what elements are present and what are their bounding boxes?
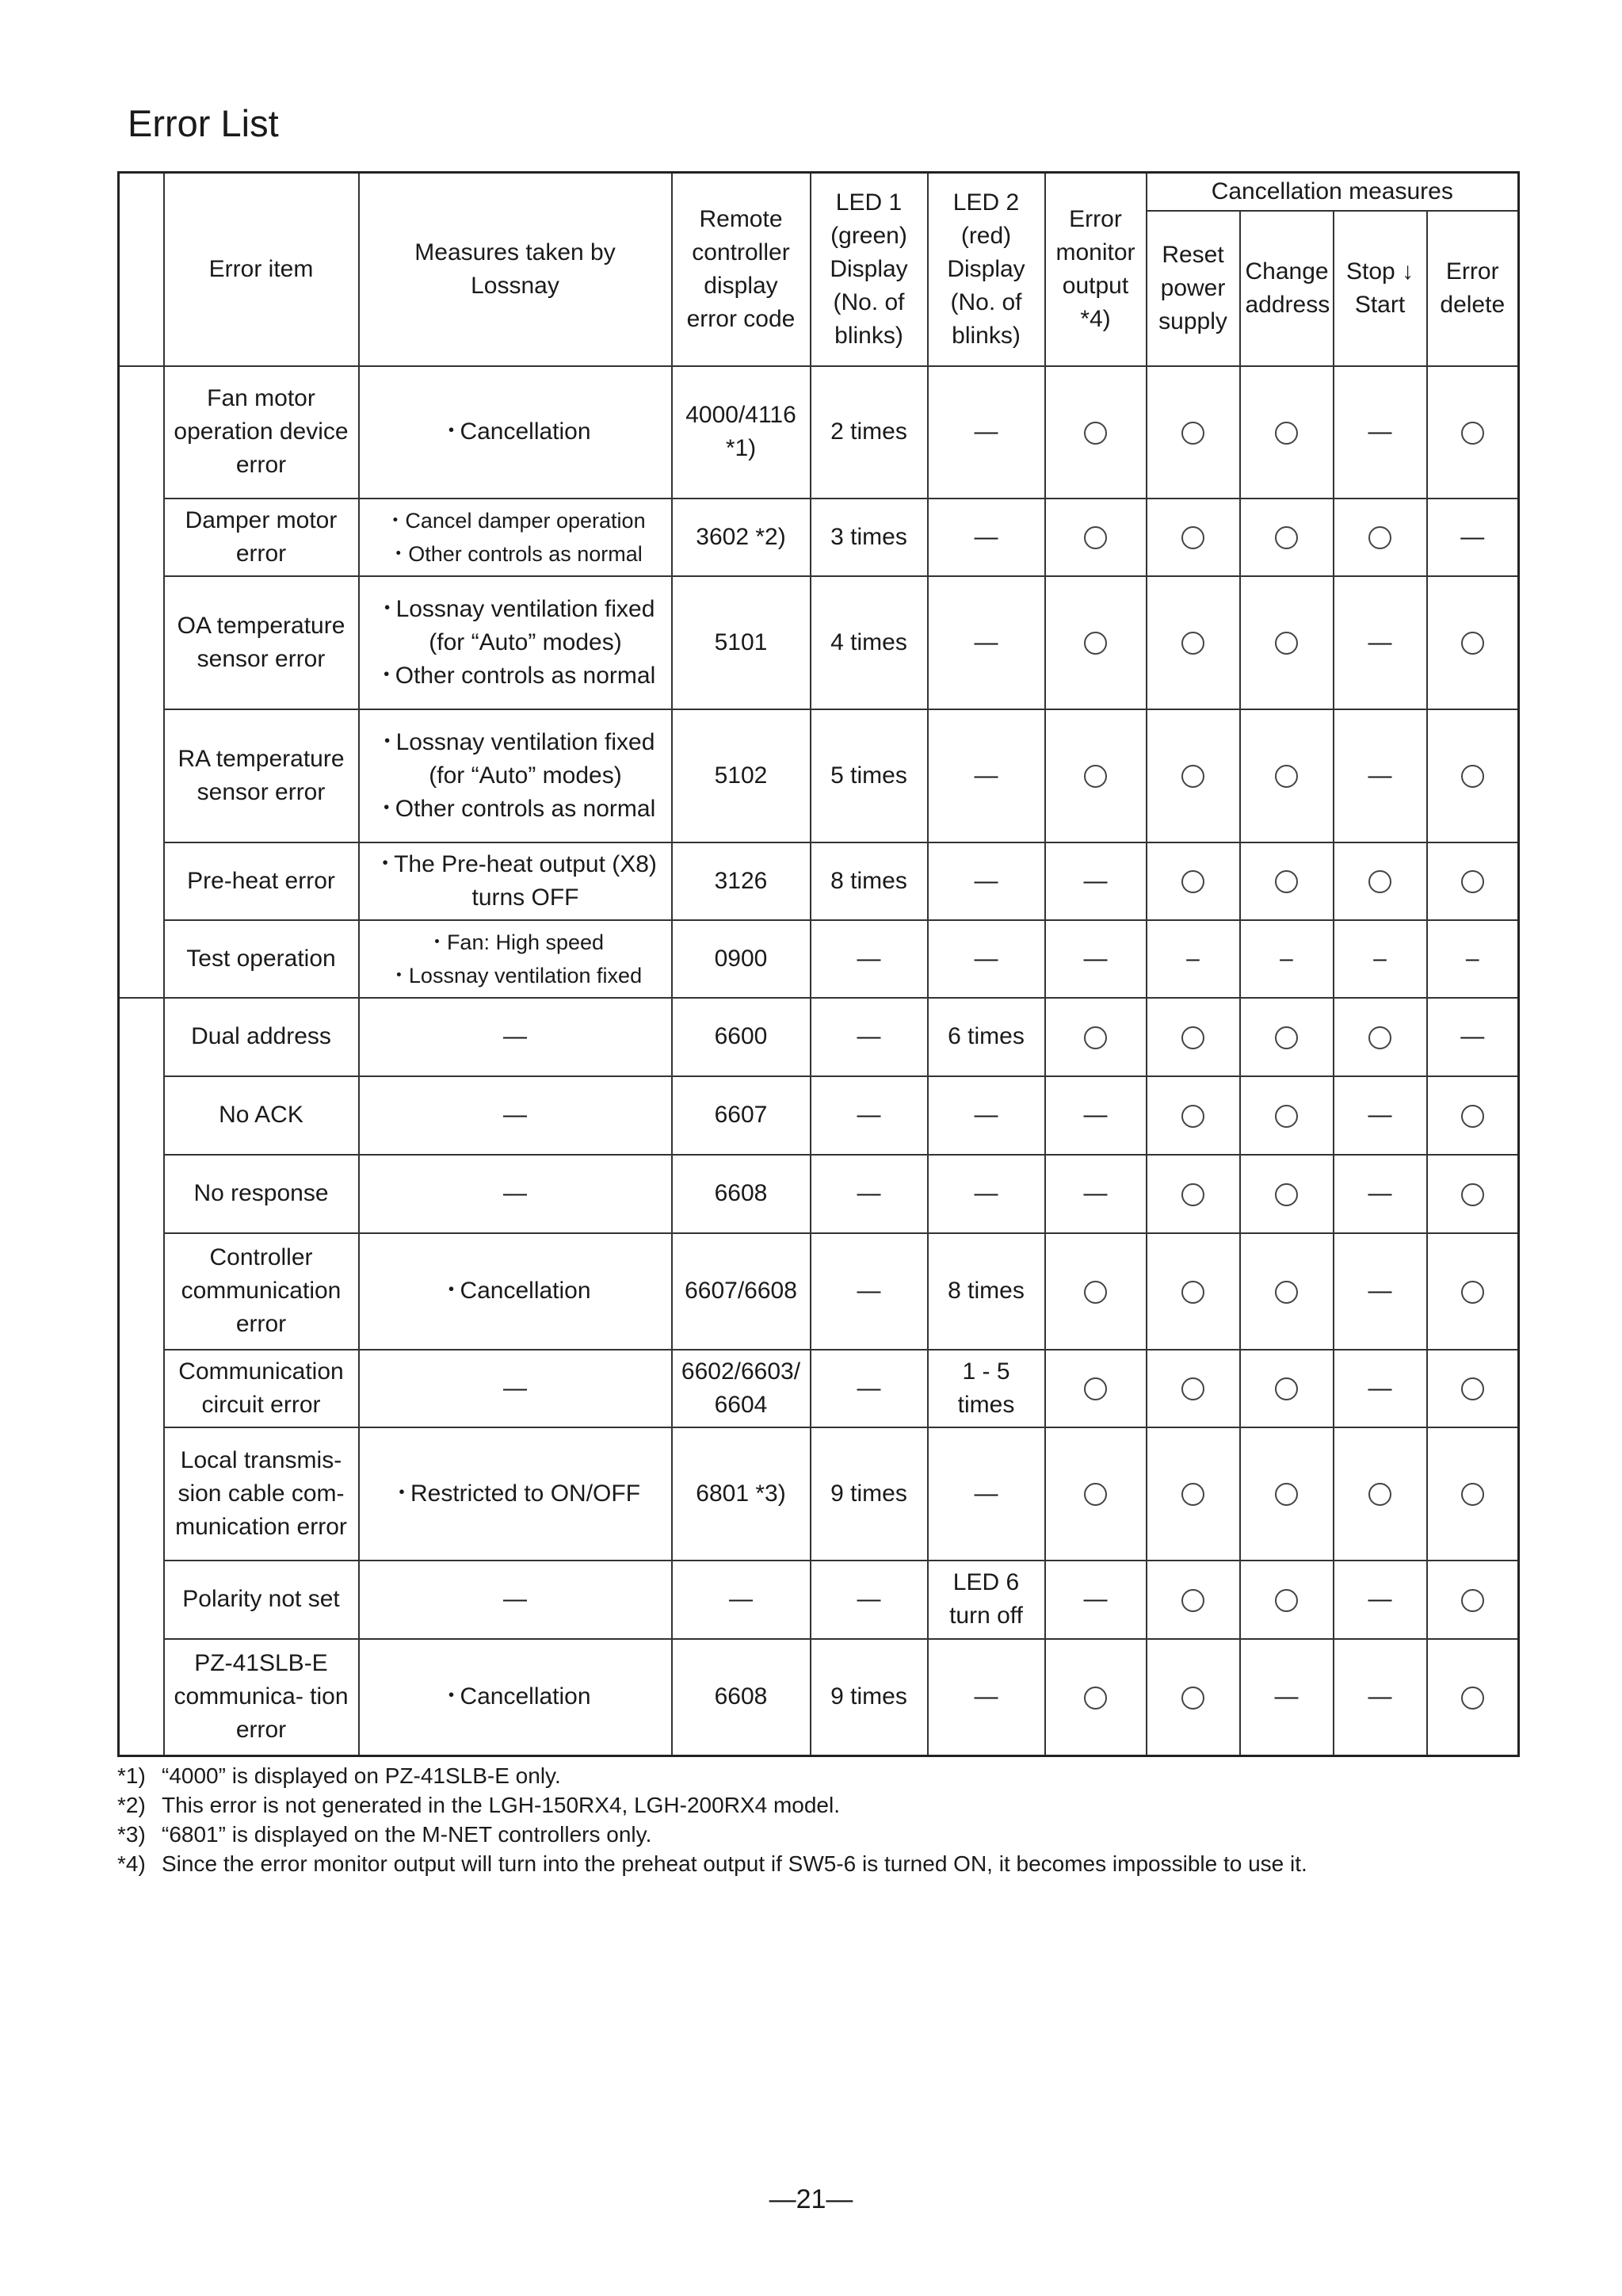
circle-icon	[1461, 632, 1484, 655]
circle-icon	[1275, 765, 1298, 788]
circle-icon	[1275, 632, 1298, 655]
measures-cell	[359, 1639, 672, 1756]
circle-icon	[1275, 1377, 1298, 1400]
change-address-cell	[1240, 1427, 1334, 1561]
circle-icon	[1275, 1105, 1298, 1128]
circle-icon	[1275, 422, 1298, 445]
header-error-item: Error item	[164, 173, 359, 366]
dash-symbol: —	[1368, 1180, 1392, 1206]
footnote-mark: *1)	[117, 1763, 146, 1788]
error-delete-cell	[1427, 1639, 1519, 1756]
led1-display: —	[811, 920, 928, 998]
dash-symbol: —	[1368, 762, 1392, 789]
error-monitor-cell	[1045, 920, 1147, 998]
circle-icon	[1181, 1589, 1204, 1612]
footnote	[117, 1820, 1544, 1849]
measure-line: ・ Cancellation	[364, 1680, 666, 1713]
table-row	[119, 1427, 1519, 1561]
error-code: 6801 *3)	[672, 1427, 811, 1561]
measures-cell	[359, 499, 672, 576]
circle-icon	[1084, 422, 1107, 445]
dash-symbol: –	[1186, 945, 1200, 972]
header-error-delete: Error delete	[1427, 211, 1519, 366]
measures-cell	[359, 842, 672, 920]
error-item: Controller communication error	[164, 1233, 359, 1350]
circle-icon	[1275, 1281, 1298, 1304]
measure-line: ・ Fan: High speed	[364, 926, 666, 959]
error-code: 5102	[672, 709, 811, 842]
dash-symbol: —	[1368, 1278, 1392, 1304]
error-item: No ACK	[164, 1076, 359, 1155]
error-monitor-cell	[1045, 1233, 1147, 1350]
circle-icon	[1181, 1026, 1204, 1049]
page-number: —21—	[769, 2184, 853, 2214]
led1-display: —	[811, 1561, 928, 1639]
error-code: 6607/6608	[672, 1233, 811, 1350]
stop-start-cell	[1334, 499, 1427, 576]
stop-start-cell	[1334, 998, 1427, 1076]
measures-cell: —	[359, 1076, 672, 1155]
measures-cell: —	[359, 1350, 672, 1427]
footnote-text: “6801” is displayed on the M-NET controllers only.	[162, 1822, 652, 1847]
change-address-cell	[1240, 1076, 1334, 1155]
measures-cell: —	[359, 998, 672, 1076]
circle-icon	[1181, 1183, 1204, 1206]
error-monitor-cell	[1045, 998, 1147, 1076]
dash-symbol: –	[1465, 945, 1479, 972]
dash-symbol: —	[1368, 1586, 1392, 1612]
reset-power-cell	[1147, 499, 1240, 576]
led1-display: 9 times	[811, 1427, 928, 1561]
dash-symbol: –	[1280, 945, 1293, 972]
circle-icon	[1461, 1377, 1484, 1400]
dash-symbol: —	[1368, 1102, 1392, 1128]
dash-symbol: —	[1083, 867, 1108, 894]
error-delete-cell	[1427, 499, 1519, 576]
reset-power-cell	[1147, 576, 1240, 709]
error-item: Dual address	[164, 998, 359, 1076]
error-monitor-cell	[1045, 499, 1147, 576]
circle-icon	[1275, 1589, 1298, 1612]
error-item: RA temperature sensor error	[164, 709, 359, 842]
stop-start-cell	[1334, 920, 1427, 998]
error-code: 4000/4116 *1)	[672, 366, 811, 499]
footnote-text: Since the error monitor output will turn into the preheat output if SW5-6 is turned ON, it becomes impossible to use it.	[162, 1851, 1307, 1876]
error-delete-cell	[1427, 1561, 1519, 1639]
circle-icon	[1461, 422, 1484, 445]
table-row	[119, 1233, 1519, 1350]
error-code: 6608	[672, 1639, 811, 1756]
change-address-cell	[1240, 920, 1334, 998]
error-item: OA temperature sensor error	[164, 576, 359, 709]
error-item: Pre-heat error	[164, 842, 359, 920]
measure-line: ・ Cancel damper operation	[364, 504, 666, 537]
reset-power-cell	[1147, 1561, 1240, 1639]
reset-power-cell	[1147, 842, 1240, 920]
error-delete-cell	[1427, 366, 1519, 499]
error-delete-cell	[1427, 1350, 1519, 1427]
error-code: 6602/6603/ 6604	[672, 1350, 811, 1427]
circle-icon	[1461, 870, 1484, 893]
error-monitor-cell	[1045, 842, 1147, 920]
circle-icon	[1084, 1026, 1107, 1049]
table-row	[119, 842, 1519, 920]
led2-display: —	[928, 366, 1045, 499]
led2-display: —	[928, 709, 1045, 842]
error-code: 5101	[672, 576, 811, 709]
circle-icon	[1181, 1105, 1204, 1128]
circle-icon	[1461, 1105, 1484, 1128]
change-address-cell	[1240, 1233, 1334, 1350]
circle-icon	[1461, 1483, 1484, 1506]
error-monitor-cell	[1045, 1639, 1147, 1756]
measures-cell: —	[359, 1155, 672, 1233]
circle-icon	[1461, 765, 1484, 788]
circle-icon	[1368, 870, 1391, 893]
circle-icon	[1461, 1281, 1484, 1304]
error-monitor-cell	[1045, 1350, 1147, 1427]
led1-display: —	[811, 1155, 928, 1233]
circle-icon	[1368, 1483, 1391, 1506]
footnote	[117, 1761, 1544, 1790]
stop-start-cell	[1334, 1561, 1427, 1639]
measures-cell: —	[359, 1561, 672, 1639]
circle-icon	[1084, 1281, 1107, 1304]
circle-icon	[1461, 1589, 1484, 1612]
led2-display: 8 times	[928, 1233, 1045, 1350]
circle-icon	[1084, 1687, 1107, 1710]
header-reset-power: Reset power supply	[1147, 211, 1240, 366]
table-row	[119, 1561, 1519, 1639]
error-delete-cell	[1427, 842, 1519, 920]
circle-icon	[1275, 1483, 1298, 1506]
dash-symbol: —	[1083, 1586, 1108, 1612]
dash-symbol: —	[1368, 628, 1392, 655]
circle-icon	[1275, 870, 1298, 893]
led2-display: 6 times	[928, 998, 1045, 1076]
reset-power-cell	[1147, 1350, 1240, 1427]
circle-icon	[1368, 526, 1391, 549]
reset-power-cell	[1147, 998, 1240, 1076]
error-code: 3126	[672, 842, 811, 920]
reset-power-cell	[1147, 366, 1240, 499]
footnote-mark: *4)	[117, 1851, 146, 1876]
stop-start-cell	[1334, 842, 1427, 920]
footnote-mark: *3)	[117, 1822, 146, 1847]
change-address-cell	[1240, 1561, 1334, 1639]
circle-icon	[1181, 870, 1204, 893]
error-delete-cell	[1427, 576, 1519, 709]
error-monitor-cell	[1045, 1155, 1147, 1233]
measure-line: ・ Cancellation	[364, 1274, 666, 1308]
table-body	[119, 366, 1519, 1756]
table-row	[119, 366, 1519, 499]
error-delete-cell	[1427, 920, 1519, 998]
table-row	[119, 1639, 1519, 1756]
error-item: Communication circuit error	[164, 1350, 359, 1427]
circle-icon	[1368, 1026, 1391, 1049]
circle-icon	[1181, 422, 1204, 445]
header-error-monitor: Error monitor output *4)	[1045, 173, 1147, 366]
change-address-cell	[1240, 576, 1334, 709]
measure-line: ・ Lossnay ventilation fixed (for “Auto” modes)	[364, 593, 666, 659]
dash-symbol: —	[1368, 1683, 1392, 1710]
led1-display: 2 times	[811, 366, 928, 499]
measures-cell	[359, 1233, 672, 1350]
stop-start-cell	[1334, 1076, 1427, 1155]
change-address-cell	[1240, 842, 1334, 920]
error-monitor-cell	[1045, 1561, 1147, 1639]
error-item: Damper motor error	[164, 499, 359, 576]
error-item: Polarity not set	[164, 1561, 359, 1639]
header-measures: Measures taken by Lossnay	[359, 173, 672, 366]
reset-power-cell	[1147, 920, 1240, 998]
circle-icon	[1461, 1687, 1484, 1710]
reset-power-cell	[1147, 709, 1240, 842]
stop-start-cell	[1334, 1155, 1427, 1233]
error-monitor-cell	[1045, 366, 1147, 499]
header-led2: LED 2 (red) Display (No. of blinks)	[928, 173, 1045, 366]
header-led1: LED 1 (green) Display (No. of blinks)	[811, 173, 928, 366]
header-classification	[119, 173, 164, 366]
dash-symbol: —	[1083, 1102, 1108, 1128]
error-code: 6607	[672, 1076, 811, 1155]
error-monitor-cell	[1045, 709, 1147, 842]
dash-symbol: —	[1460, 523, 1485, 550]
led2-display: —	[928, 1639, 1045, 1756]
led1-display: —	[811, 1233, 928, 1350]
reset-power-cell	[1147, 1427, 1240, 1561]
led1-display: 4 times	[811, 576, 928, 709]
led2-display: —	[928, 499, 1045, 576]
circle-icon	[1084, 1377, 1107, 1400]
table-row	[119, 576, 1519, 709]
error-delete-cell	[1427, 1427, 1519, 1561]
measures-cell	[359, 366, 672, 499]
table-row	[119, 1155, 1519, 1233]
circle-icon	[1084, 526, 1107, 549]
led1-display: —	[811, 1076, 928, 1155]
dash-symbol: —	[1460, 1023, 1485, 1049]
stop-start-cell	[1334, 366, 1427, 499]
circle-icon	[1181, 632, 1204, 655]
led1-display: —	[811, 1350, 928, 1427]
led1-display: 5 times	[811, 709, 928, 842]
led1-display: 3 times	[811, 499, 928, 576]
reset-power-cell	[1147, 1639, 1240, 1756]
led2-display: —	[928, 1427, 1045, 1561]
change-address-cell	[1240, 1155, 1334, 1233]
measure-line: ・ Restricted to ON/OFF	[364, 1477, 666, 1511]
error-item: PZ-41SLB-E communica- tion error	[164, 1639, 359, 1756]
circle-icon	[1181, 1281, 1204, 1304]
error-code: 0900	[672, 920, 811, 998]
stop-start-cell	[1334, 576, 1427, 709]
group-communication-error	[119, 998, 164, 1756]
measure-line: ・ Other controls as normal	[364, 537, 666, 571]
measures-cell	[359, 1427, 672, 1561]
error-delete-cell	[1427, 998, 1519, 1076]
change-address-cell	[1240, 366, 1334, 499]
error-delete-cell	[1427, 1155, 1519, 1233]
change-address-cell	[1240, 1350, 1334, 1427]
table-row	[119, 920, 1519, 998]
dash-symbol: —	[1083, 1180, 1108, 1206]
error-code: 6608	[672, 1155, 811, 1233]
error-code: —	[672, 1561, 811, 1639]
measure-line: ・ Lossnay ventilation fixed	[364, 959, 666, 992]
led2-display: 1 - 5 times	[928, 1350, 1045, 1427]
error-item: Local transmis- sion cable com- munication error	[164, 1427, 359, 1561]
measure-line: ・ The Pre-heat output (X8) turns OFF	[364, 848, 666, 915]
led1-display: 8 times	[811, 842, 928, 920]
footnote	[117, 1790, 1544, 1820]
page-title: Error List	[128, 102, 279, 144]
change-address-cell	[1240, 998, 1334, 1076]
dash-symbol: —	[1368, 418, 1392, 445]
header-stop-start: Stop ↓ Start	[1334, 211, 1427, 366]
error-delete-cell	[1427, 709, 1519, 842]
led2-display: —	[928, 1076, 1045, 1155]
error-monitor-cell	[1045, 576, 1147, 709]
reset-power-cell	[1147, 1155, 1240, 1233]
reset-power-cell	[1147, 1233, 1240, 1350]
change-address-cell	[1240, 709, 1334, 842]
led2-display: LED 6 turn off	[928, 1561, 1045, 1639]
header-change-address: Change address	[1240, 211, 1334, 366]
group-unit-error	[119, 366, 164, 998]
error-delete-cell	[1427, 1076, 1519, 1155]
led1-display: 9 times	[811, 1639, 928, 1756]
circle-icon	[1275, 1026, 1298, 1049]
change-address-cell	[1240, 1639, 1334, 1756]
error-item: Test operation	[164, 920, 359, 998]
error-list-table	[117, 171, 1520, 1757]
error-item: No response	[164, 1155, 359, 1233]
error-item: Fan motor operation device error	[164, 366, 359, 499]
error-code: 6600	[672, 998, 811, 1076]
measure-line: ・ Other controls as normal	[364, 659, 666, 693]
led2-display: —	[928, 920, 1045, 998]
led2-display: —	[928, 1155, 1045, 1233]
led2-display: —	[928, 842, 1045, 920]
circle-icon	[1181, 765, 1204, 788]
dash-symbol: –	[1373, 945, 1387, 972]
table-row	[119, 1076, 1519, 1155]
stop-start-cell	[1334, 709, 1427, 842]
table-row	[119, 1350, 1519, 1427]
error-code: 3602 *2)	[672, 499, 811, 576]
circle-icon	[1181, 1687, 1204, 1710]
measures-cell	[359, 576, 672, 709]
measure-line: ・ Other controls as normal	[364, 793, 666, 826]
header-cancellation: Cancellation measures	[1147, 173, 1519, 211]
change-address-cell	[1240, 499, 1334, 576]
header-remote-code: Remote controller display error code	[672, 173, 811, 366]
circle-icon	[1084, 1483, 1107, 1506]
footnote-mark: *2)	[117, 1793, 146, 1817]
error-monitor-cell	[1045, 1076, 1147, 1155]
stop-start-cell	[1334, 1233, 1427, 1350]
dash-symbol: —	[1274, 1683, 1299, 1710]
led1-display: —	[811, 998, 928, 1076]
table-row	[119, 499, 1519, 576]
stop-start-cell	[1334, 1427, 1427, 1561]
circle-icon	[1181, 1483, 1204, 1506]
error-monitor-cell	[1045, 1427, 1147, 1561]
circle-icon	[1181, 526, 1204, 549]
circle-icon	[1084, 632, 1107, 655]
dash-symbol: —	[1083, 945, 1108, 972]
circle-icon	[1275, 1183, 1298, 1206]
footnote-text: “4000” is displayed on PZ-41SLB-E only.	[162, 1763, 561, 1788]
table-row	[119, 998, 1519, 1076]
measure-line: ・ Cancellation	[364, 415, 666, 449]
stop-start-cell	[1334, 1350, 1427, 1427]
footnote	[117, 1849, 1544, 1878]
circle-icon	[1181, 1377, 1204, 1400]
dash-symbol: —	[1368, 1374, 1392, 1401]
circle-icon	[1275, 526, 1298, 549]
measure-line: ・ Lossnay ventilation fixed (for “Auto” modes)	[364, 726, 666, 793]
footnotes	[117, 1761, 1544, 1878]
table-row	[119, 709, 1519, 842]
stop-start-cell	[1334, 1639, 1427, 1756]
measures-cell	[359, 920, 672, 998]
led2-display: —	[928, 576, 1045, 709]
error-delete-cell	[1427, 1233, 1519, 1350]
circle-icon	[1461, 1183, 1484, 1206]
circle-icon	[1084, 765, 1107, 788]
measures-cell	[359, 709, 672, 842]
footnote-text: This error is not generated in the LGH-150RX4, LGH-200RX4 model.	[162, 1793, 840, 1817]
reset-power-cell	[1147, 1076, 1240, 1155]
